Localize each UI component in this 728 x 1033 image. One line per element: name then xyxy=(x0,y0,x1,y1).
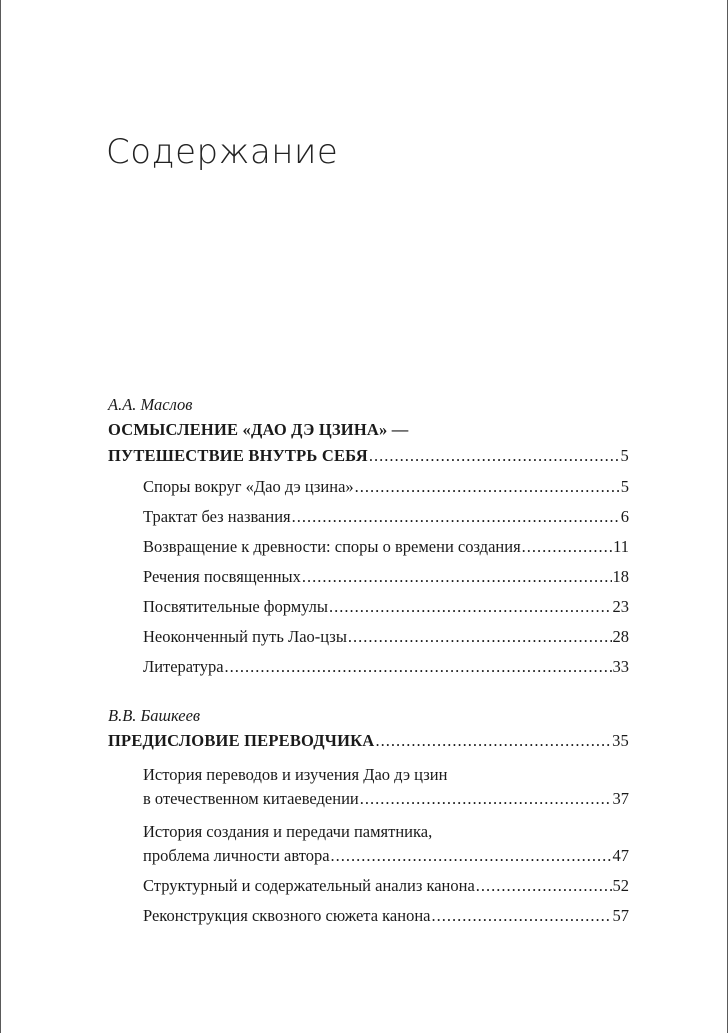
section-heading[interactable] xyxy=(108,417,629,469)
toc-entry[interactable] xyxy=(108,535,629,559)
page-title: Содержание xyxy=(106,132,339,172)
section-heading[interactable] xyxy=(108,728,629,754)
page-number: 23 xyxy=(612,597,629,616)
page-number: 52 xyxy=(612,876,629,895)
section-heading-text: ПРЕДИСЛОВИЕ ПЕРЕВОДЧИКА xyxy=(108,731,375,750)
toc-entry[interactable] xyxy=(108,565,629,589)
entry-title: Посвятительные формулы xyxy=(143,597,328,616)
dot-leader xyxy=(329,595,612,619)
page-number: 28 xyxy=(612,627,629,646)
entry-title-line1: История переводов и изучения Дао дэ цзин xyxy=(143,765,448,784)
entry-title: Споры вокруг «Дао дэ цзина» xyxy=(143,477,354,496)
dot-leader xyxy=(331,844,612,868)
toc-entry[interactable] xyxy=(108,505,629,529)
toc-entry[interactable] xyxy=(108,820,629,868)
toc-entry[interactable] xyxy=(108,475,629,499)
entry-title-line2-row xyxy=(143,787,629,811)
entry-title-line1: История создания и передачи памятника, xyxy=(143,822,433,841)
toc-section-bashkeev xyxy=(108,706,629,928)
page-number: 6 xyxy=(620,507,629,526)
dot-leader xyxy=(360,787,612,811)
entry-title: Литература xyxy=(143,657,224,676)
page-number: 47 xyxy=(612,846,629,865)
toc-entry[interactable] xyxy=(108,595,629,619)
page-number: 37 xyxy=(612,789,629,808)
section-author: А.А. Маслов xyxy=(108,395,193,414)
section-heading-line2-row xyxy=(108,443,629,469)
page-number: 18 xyxy=(612,567,629,586)
dot-leader xyxy=(292,505,620,529)
page-number: 33 xyxy=(612,657,629,676)
dot-leader xyxy=(431,904,611,928)
page-number: 5 xyxy=(620,477,629,496)
entry-title: Структурный и содержательный анализ канона xyxy=(143,876,475,895)
entry-title: Речения посвященных xyxy=(143,567,301,586)
entry-title: Трактат без названия xyxy=(143,507,291,526)
dot-leader xyxy=(225,655,612,679)
toc-entry[interactable] xyxy=(108,625,629,649)
toc-entry[interactable] xyxy=(108,874,629,898)
toc-entry[interactable] xyxy=(108,763,629,811)
entry-title: Возвращение к древности: споры о времени создания xyxy=(143,537,521,556)
dot-leader xyxy=(348,625,612,649)
page-number: 11 xyxy=(613,537,629,556)
dot-leader xyxy=(369,443,620,469)
page-number: 5 xyxy=(620,446,629,465)
toc-entry[interactable] xyxy=(108,904,629,928)
toc-section-maslov xyxy=(108,395,629,679)
section-author: В.В. Башкеев xyxy=(108,706,201,725)
entry-title-line2-row xyxy=(143,844,629,868)
entry-title: Неоконченный путь Лао-цзы xyxy=(143,627,347,646)
dot-leader xyxy=(476,874,612,898)
dot-leader xyxy=(355,475,620,499)
dot-leader xyxy=(522,535,612,559)
dot-leader xyxy=(302,565,612,589)
dot-leader xyxy=(375,728,611,754)
toc-entry[interactable] xyxy=(108,655,629,679)
section-heading-line1: ОСМЫСЛЕНИЕ «ДАО ДЭ ЦЗИНА» — xyxy=(108,420,409,439)
page-number: 35 xyxy=(612,731,629,750)
entry-title-line2: в отечественном китаеведении xyxy=(143,789,359,808)
page-number: 57 xyxy=(612,906,629,925)
entry-title-line2: проблема личности автора xyxy=(143,846,330,865)
section-heading-line2: ПУТЕШЕСТВИЕ ВНУТРЬ СЕБЯ xyxy=(108,446,368,465)
entry-title: Реконструкция сквозного сюжета канона xyxy=(143,906,431,925)
